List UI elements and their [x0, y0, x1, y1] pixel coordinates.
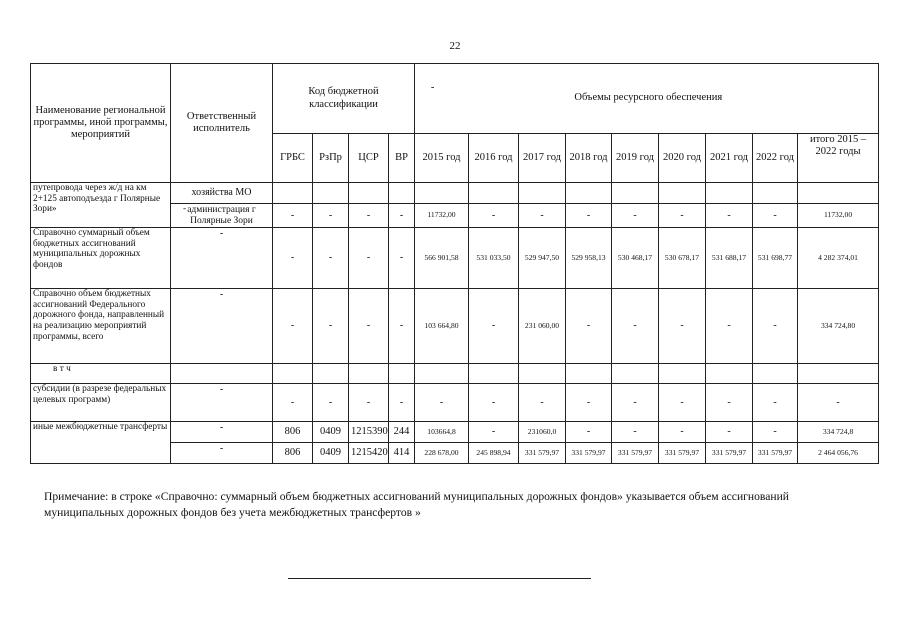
table-cell: 531 033,50: [469, 228, 519, 289]
table-cell: 806: [273, 443, 313, 464]
row-responsible: -: [171, 228, 273, 289]
table-cell: -: [469, 289, 519, 364]
table-cell: 530 678,17: [659, 228, 706, 289]
table-cell: -: [313, 204, 349, 228]
table-cell: -: [753, 384, 798, 422]
header-year: 2018 год: [566, 134, 612, 183]
table-cell: -: [415, 384, 469, 422]
table-cell: 331 579,97: [519, 443, 566, 464]
table-cell: -: [612, 289, 659, 364]
table-cell: 11732,00: [798, 204, 879, 228]
table-cell: 529 958,13: [566, 228, 612, 289]
table-cell: -: [566, 289, 612, 364]
table-cell: -: [659, 384, 706, 422]
table-cell: 11732,00: [415, 204, 469, 228]
page-number: 22: [449, 40, 461, 52]
resource-table: [30, 63, 879, 464]
row-responsible-text: администрация г Полярные Зори: [187, 204, 256, 226]
header-year: 2017 год: [519, 134, 566, 183]
table-cell: -: [706, 289, 753, 364]
header-volumes-text: Объемы ресурсного обеспечения: [574, 92, 723, 104]
row-responsible-mark: -: [183, 204, 187, 214]
table-cell: -: [706, 204, 753, 228]
table-cell: -: [389, 384, 415, 422]
table-cell: 331 579,97: [659, 443, 706, 464]
table-cell: 331 579,97: [566, 443, 612, 464]
row-name-subsidies: субсидии (в разрезе федеральных целевых программ): [31, 384, 171, 422]
table-cell: 244: [389, 422, 415, 443]
table-cell: -: [273, 384, 313, 422]
table-cell: 0409: [313, 443, 349, 464]
table-cell: -: [273, 204, 313, 228]
table-cell: -: [753, 204, 798, 228]
table-cell: 331 579,97: [706, 443, 753, 464]
row-responsible: -: [171, 289, 273, 364]
table-cell: -: [566, 204, 612, 228]
table-cell: 566 901,58: [415, 228, 469, 289]
header-responsible: Ответственный исполнитель: [171, 64, 273, 183]
row-responsible: -: [171, 384, 273, 422]
table-cell: 245 898,94: [469, 443, 519, 464]
header-year: 2020 год: [659, 134, 706, 183]
table-cell: 331 579,97: [612, 443, 659, 464]
table-cell: -: [612, 204, 659, 228]
row-responsible: хозяйства МО: [171, 183, 273, 204]
table-cell: -: [349, 289, 389, 364]
row-name-overpass: путепровода через ж/д на км 2+125 автоподъезда г Полярные Зори»: [31, 183, 171, 228]
row-responsible: [171, 204, 273, 228]
header-vr: ВР: [389, 134, 415, 183]
table-cell: -: [349, 204, 389, 228]
row-name-including: в т ч: [31, 364, 171, 384]
table-cell: 414: [389, 443, 415, 464]
table-cell: -: [659, 289, 706, 364]
table-cell: 231060,0: [519, 422, 566, 443]
table-cell: 0409: [313, 422, 349, 443]
table-cell: -: [349, 384, 389, 422]
row-responsible: -: [171, 443, 273, 464]
table-cell: -: [273, 228, 313, 289]
table-cell: 530 468,17: [612, 228, 659, 289]
table-cell: 806: [273, 422, 313, 443]
header-year: 2022 год: [753, 134, 798, 183]
header-volumes: [415, 64, 879, 134]
table-cell: -: [389, 228, 415, 289]
header-total: итого 2015 – 2022 годы: [798, 134, 879, 183]
header-year: 2016 год: [469, 134, 519, 183]
header-rzpr: РзПр: [313, 134, 349, 183]
row-name-municipal-funds: Справочно суммарный объем бюджетных ассигнований муниципальных дорожных фондов: [31, 228, 171, 289]
table-cell: -: [566, 422, 612, 443]
table-cell: 529 947,50: [519, 228, 566, 289]
row-name-other-transfers: иные межбюджетные трансферты: [31, 422, 171, 464]
table-cell: 531 688,17: [706, 228, 753, 289]
table-cell: -: [612, 422, 659, 443]
table-cell: -: [659, 204, 706, 228]
table-cell: 231 060,00: [519, 289, 566, 364]
table-cell: 2 464 056,76: [798, 443, 879, 464]
row-responsible: -: [171, 422, 273, 443]
table-cell: -: [659, 422, 706, 443]
table-cell: -: [273, 289, 313, 364]
table-cell: -: [313, 289, 349, 364]
table-cell: -: [349, 228, 389, 289]
footnote: Примечание: в строке «Справочно: суммарный объем бюджетных ассигнований муниципальных дорожных фондов» указывается объем ассигнований муниципальных дорожных фондов без учета межбюджетных трансфертов »: [44, 490, 789, 519]
header-year: 2021 год: [706, 134, 753, 183]
header-year: 2019 год: [612, 134, 659, 183]
header-grbs: ГРБС: [273, 134, 313, 183]
header-budget-code: Код бюджетной классификации: [273, 64, 415, 134]
table-cell: -: [706, 384, 753, 422]
table-cell: 331 579,97: [753, 443, 798, 464]
table-cell: -: [469, 204, 519, 228]
table-cell: -: [798, 384, 879, 422]
table-cell: 4 282 374,01: [798, 228, 879, 289]
header-year: 2015 год: [415, 134, 469, 183]
header-csr: ЦСР: [349, 134, 389, 183]
table-cell: 1215390: [349, 422, 389, 443]
table-cell: -: [469, 384, 519, 422]
table-cell: -: [519, 204, 566, 228]
table-cell: -: [469, 422, 519, 443]
table-cell: 1215420: [349, 443, 389, 464]
table-cell: -: [389, 204, 415, 228]
separator-line: [288, 578, 591, 579]
table-cell: -: [389, 289, 415, 364]
header-name: Наименование региональной программы, иной программы, мероприятий: [31, 64, 171, 183]
row-name-federal-fund: Справочно объем бюджетных ассигнований Федерального дорожного фонда, направленный на реализацию мероприятий программы, всего: [31, 289, 171, 364]
table-cell: 334 724,8: [798, 422, 879, 443]
table-cell: 531 698,77: [753, 228, 798, 289]
table-cell: -: [313, 384, 349, 422]
header-volumes-mark: -: [430, 82, 435, 94]
table-cell: -: [519, 384, 566, 422]
table-cell: -: [612, 384, 659, 422]
table-cell: -: [753, 289, 798, 364]
table-cell: -: [753, 422, 798, 443]
table-cell: -: [566, 384, 612, 422]
table-cell: 103 664,80: [415, 289, 469, 364]
table-cell: -: [313, 228, 349, 289]
table-cell: 103664,8: [415, 422, 469, 443]
table-cell: -: [706, 422, 753, 443]
table-cell: 334 724,80: [798, 289, 879, 364]
table-cell: 228 678,00: [415, 443, 469, 464]
